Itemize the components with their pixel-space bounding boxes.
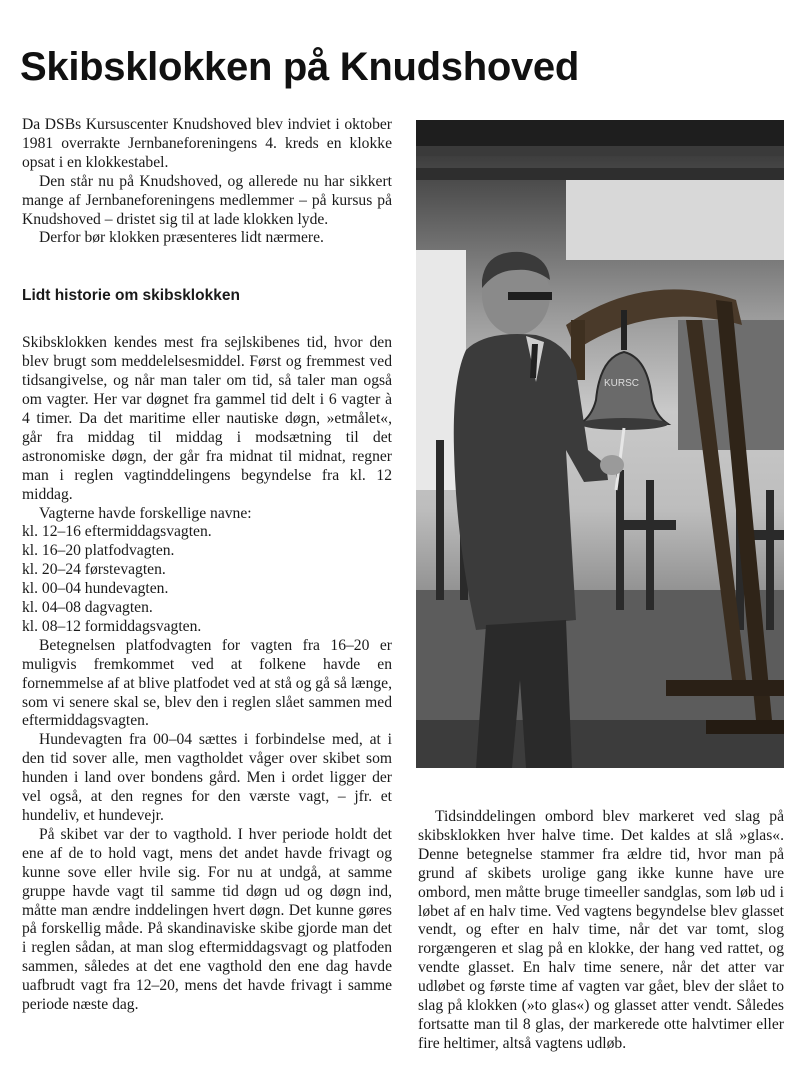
body-paragraph: På skibet var der to vagthold. I hver periode holdt det ene af de to hold vagt, mens det andet havde frivagt og kunne sove eller hvile sig. For nu at undgå, at samme gruppe havde vagt til samme tid døgn ud og døgn ind, måtte man ændre inddelingen hvert døgn. Det kunne gøres på forskellig måde. På skandinaviske skibe gjorde man det i reglen sådan, at man slog eftermiddagsvagt og platfoden sammen, således at det ene vagthold den ene dag havde uafbrudt vagt fra 12–20, mens det havde frivagt i samme periode næste dag.: [22, 825, 392, 1014]
intro-paragraph: Da DSBs Kursuscenter Knudshoved blev indviet i oktober 1981 overrakte Jernbaneforeningens 4. kreds en klokke opsat i en klokkestabel.: [22, 116, 392, 171]
article-left-column: [22, 116, 392, 1015]
body-paragraph: Hundevagten fra 00–04 sættes i forbindelse med, at i den tid sover alle, men vagtholdet våger over skibet som hunden i land over bondens gård. Men i ordet ligger der vel også, at den regnes for den værste vagt, – jfr. et hundeliv, et hundevejr.: [22, 731, 392, 824]
intro-paragraph: Den står nu på Knudshoved, og allerede nu har sikkert mange af Jernbaneforeningens medlemmer – på kursus på Knudshoved – dristet sig til at lade klokken lyde.: [22, 172, 392, 228]
watch-list-item: kl. 08–12 formiddagsvagten.: [22, 617, 202, 635]
watch-list-item: kl. 16–20 platfodvagten.: [22, 542, 175, 560]
article-right-column: [418, 808, 784, 1054]
body-paragraph: Betegnelsen platfodvagten for vagten fra 16–20 er muligvis fremkommet ved at folkene havde en fornemmelse af at blive platfodet ved at stå og gå så længe, som vi senere skal se, blev den i reglen slået sammen med eftermiddagsvagten.: [22, 636, 392, 730]
watch-list-item: kl. 00–04 hundevagten.: [22, 580, 169, 598]
page-title: Skibsklokken på Knudshoved: [20, 44, 580, 89]
watch-list: [22, 523, 392, 636]
history-paragraph: Vagterne havde forskellige navne:: [39, 504, 252, 522]
intro-paragraph: Derfor bør klokken præsenteres lidt nærmere.: [39, 229, 324, 247]
bell-inscription: KURSC: [604, 378, 640, 389]
body-paragraph: Tidsinddelingen ombord blev markeret ved slag på skibsklokken hver halve time. Det kaldes at slå »glas«. Denne betegnelse stammer fra ældre tid, hvor man på grund af skibets urolige gang ikke kunne have ure ombord, men måtte bruge timeeller sandglas, som løb ud i løbet af en halv time. Ved vagtens begyndelse blev glasset vendt, og efter en halv time, når det var tomt, slog rorgængeren et slag på en klokke, der hang ved rattet, og vendte glasset. En halv time senere, når det atter var udløbet og første time af vagten var gået, blev der slået to slag på klokken (»to glas«) og glasset atter vendt. Således fortsatte man til 8 glas, der markerede otte halvtimer eller fire heltimer, altså vagtens udløb.: [418, 808, 784, 1052]
photo-man-ringing-ship-bell: [416, 120, 784, 768]
watch-list-item: kl. 04–08 dagvagten.: [22, 599, 153, 617]
watch-list-item: kl. 20–24 førstevagten.: [22, 561, 166, 579]
watch-list-item: kl. 12–16 eftermiddagsvagten.: [22, 523, 212, 541]
section-heading: Lidt historie om skibsklokken: [22, 287, 240, 305]
history-paragraph: Skibsklokken kendes mest fra sejlskibenes tid, hvor den blev brugt som meddelelsesmiddel. Først og fremmest ved tidsangivelse, og når man taler om tid, så taler man også om vagter. Her var døgnet fra gammel tid delt i 6 vagter à 4 timer. Da det maritime eller nautiske døgn, »etmålet«, går fra middag til middag i modsætning til det astronomiske døgn, der går fra midnat til midnat, regner man i reglen vagtinddelingens begyndelse fra kl. 12 middag.: [22, 334, 392, 503]
photo-illustration: [416, 120, 784, 768]
